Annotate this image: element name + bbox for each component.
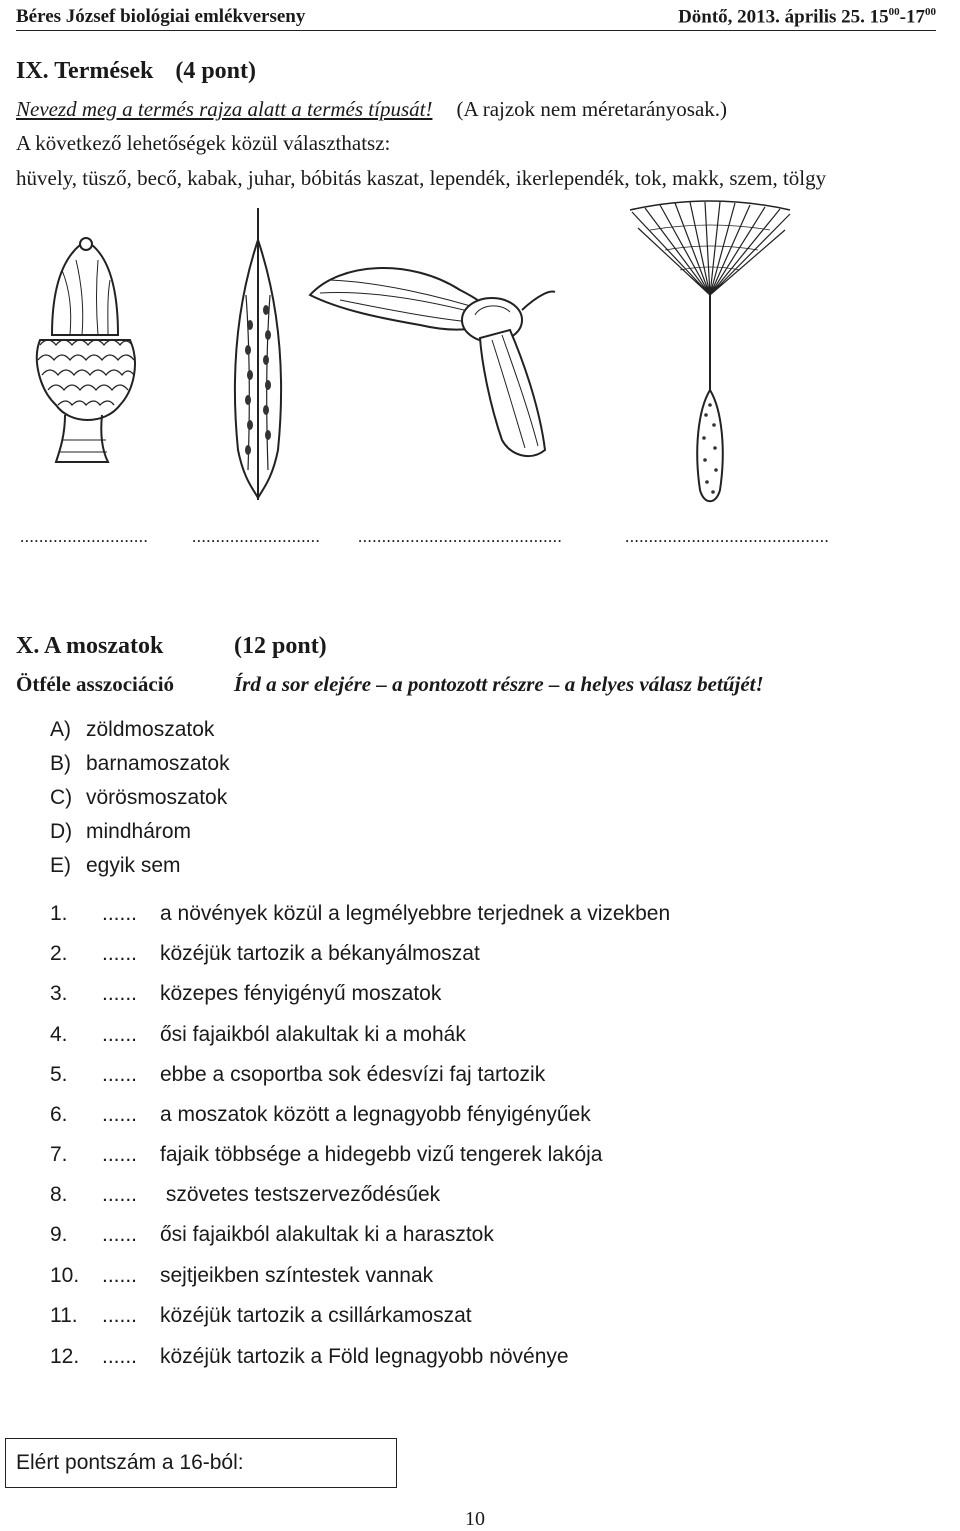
section-9-title: IX. Termések (4 pont) xyxy=(16,58,257,84)
question-item: 4. ...... ősi fajaikból alakultak ki a mohák xyxy=(50,1023,466,1046)
option-e: E) egyik sem xyxy=(50,854,181,877)
question-item: 5. ...... ebbe a csoportba sok édesvízi faj tartozik xyxy=(50,1063,546,1086)
question-item: 9. ...... ősi fajaikból alakultak ki a harasztok xyxy=(50,1223,494,1246)
maple-samara-drawing xyxy=(310,268,555,456)
siliqua-fruit-drawing xyxy=(235,208,281,500)
header-title: Béres József biológiai emlékverseny xyxy=(16,6,306,27)
option-a: A) zöldmoszatok xyxy=(50,718,215,741)
answer-field[interactable]: ...... xyxy=(102,1223,138,1246)
option-b: B) barnamoszatok xyxy=(50,752,230,775)
section-9-instruction: Nevezd meg a termés rajza alatt a termés típusát! (A rajzok nem méretarányosak.) xyxy=(16,97,728,121)
answer-blank-2[interactable]: ........................... xyxy=(192,527,321,546)
question-item: 6. ...... a moszatok között a legnagyobb fényigényűek xyxy=(50,1103,591,1126)
option-c: C) vörösmoszatok xyxy=(50,786,228,809)
answer-field[interactable]: ...... xyxy=(102,1183,138,1206)
question-item: 7. ...... fajaik többsége a hidegebb vizű tengerek lakója xyxy=(50,1143,603,1166)
score-label: Elért pontszám a 16-ból: xyxy=(16,1451,244,1474)
page-header xyxy=(16,4,936,31)
header-date: Döntő, 2013. április 25. $15^{00}-17^{00}$ xyxy=(678,6,936,28)
section-9-options-line: hüvely, tüsző, becő, kabak, juhar, bóbitás kaszat, lependék, ikerlependék, tok, makk, szem, tölgy xyxy=(16,166,827,190)
answer-field[interactable]: ...... xyxy=(102,1345,138,1368)
question-item: 8. ...... szövetes testszerveződésűek xyxy=(50,1183,441,1206)
section-10-title: X. A moszatok (12 pont) xyxy=(16,633,327,659)
answer-field[interactable]: ...... xyxy=(102,1103,138,1126)
pappus-achene-drawing xyxy=(630,201,790,501)
question-item: 11. ...... közéjük tartozik a csillárkamoszat xyxy=(50,1304,472,1327)
fruit-drawings xyxy=(10,200,890,520)
answer-field[interactable]: ...... xyxy=(102,1023,138,1046)
question-item: 10. ...... sejtjeikben színtestek vannak xyxy=(50,1264,434,1287)
answer-field[interactable]: ...... xyxy=(102,1264,138,1287)
section-10-subtitle-row: Ötféle asszociáció Írd a sor elejére – a pontozott részre – a helyes válasz betűjét! xyxy=(16,672,764,696)
acorn-fruit-drawing xyxy=(37,238,135,462)
page-number: 10 xyxy=(465,1508,485,1530)
option-d: D) mindhárom xyxy=(50,820,192,843)
answer-field[interactable]: ...... xyxy=(102,1304,138,1327)
question-item: 2. ...... közéjük tartozik a békanyálmoszat xyxy=(50,942,480,965)
section-9-choose-line: A következő lehetőségek közül választhatsz: xyxy=(16,131,391,155)
answer-field[interactable]: ...... xyxy=(102,1143,138,1166)
answer-blank-1[interactable]: ........................... xyxy=(20,527,149,546)
answer-blank-4[interactable]: ........................................... xyxy=(625,527,830,546)
answer-field[interactable]: ...... xyxy=(102,902,138,925)
answer-blank-3[interactable]: ........................................... xyxy=(358,527,563,546)
answer-field[interactable]: ...... xyxy=(102,982,138,1005)
question-item: 12. ...... közéjük tartozik a Föld legnagyobb növénye xyxy=(50,1345,569,1368)
score-box xyxy=(5,1438,397,1488)
question-item: 3. ...... közepes fényigényű moszatok xyxy=(50,982,442,1005)
question-item: 1. ...... a növények közül a legmélyebbre terjednek a vizekben xyxy=(50,902,671,925)
answer-field[interactable]: ...... xyxy=(102,1063,138,1086)
answer-field[interactable]: ...... xyxy=(102,942,138,965)
